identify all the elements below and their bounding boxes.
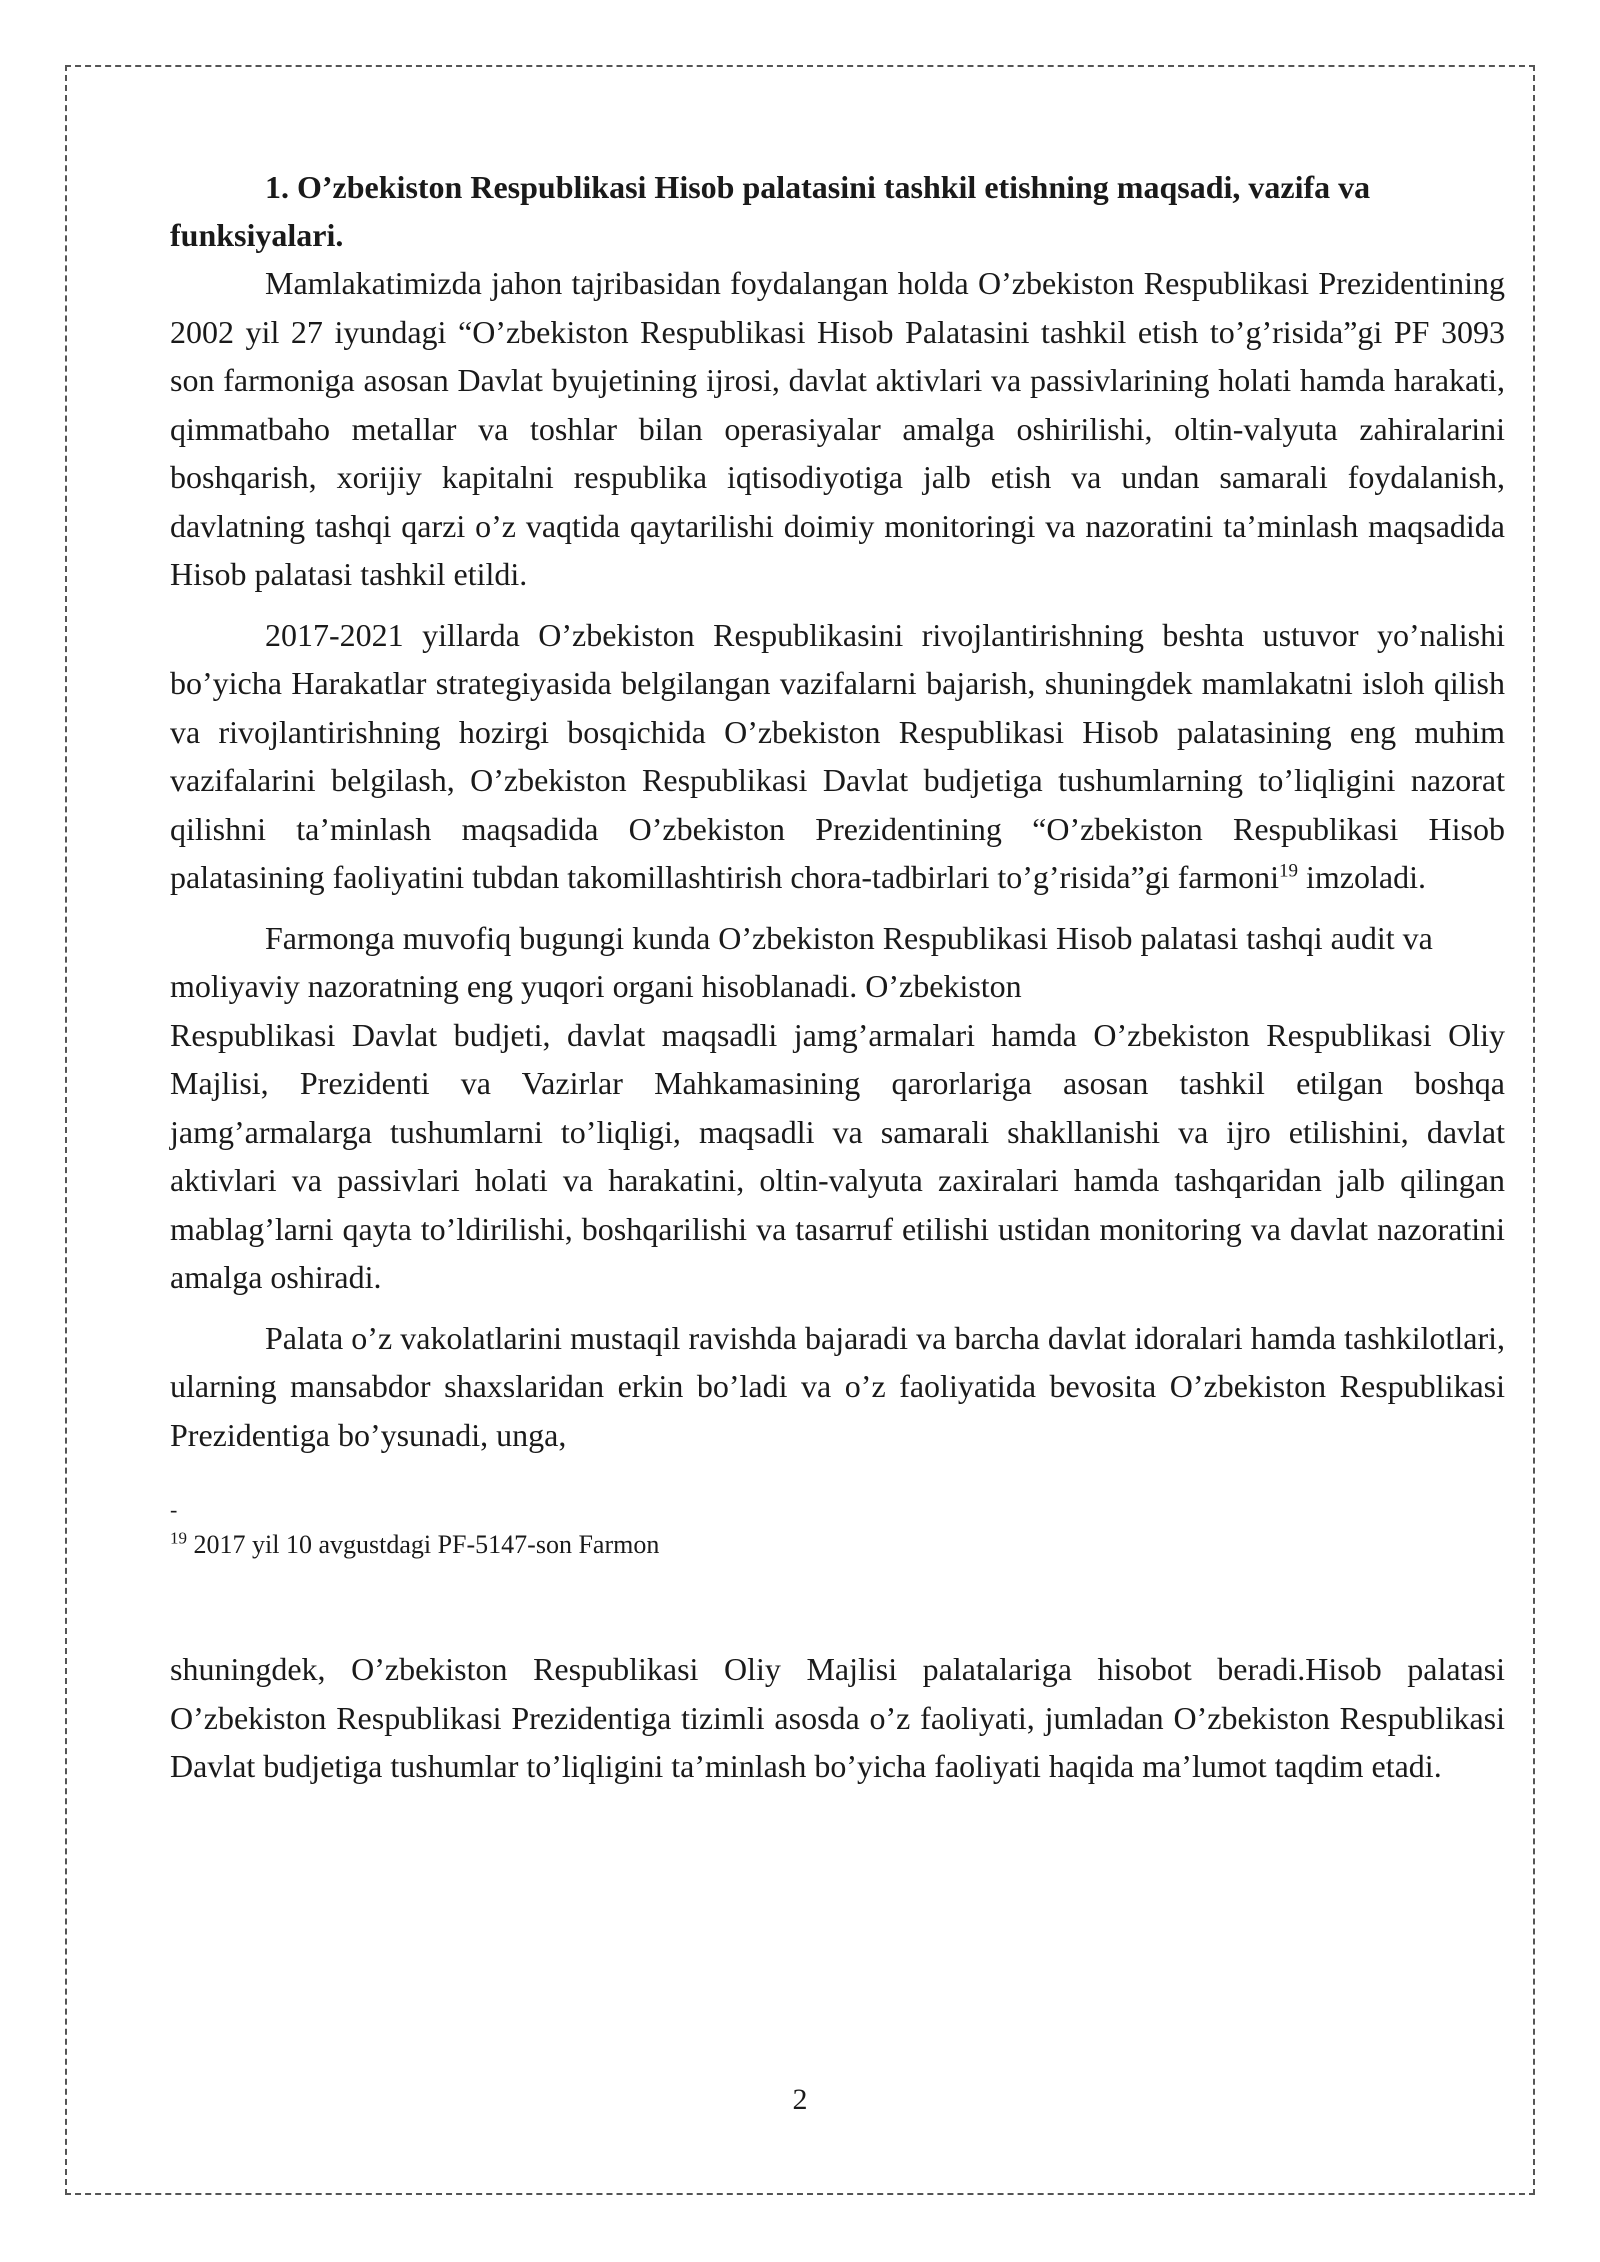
paragraph-3-first-line: Farmonga muvofiq bugungi kunda O’zbekiston Respublikasi Hisob palatasi tashqi audit va moliyaviy nazoratning eng yuqori organi hisoblanadi. O’zbekiston (170, 919, 1433, 1004)
paragraph-4: Palata o’z vakolatlarini mustaqil ravishda bajaradi va barcha davlat idoralari hamda tashkilotlari, ularning mansabdor shaxslaridan erkin bo’ladi va o’z faoliyatida bevosita O’zbekiston Respublikasi Prezidentiga bo’ysunadi, unga, (170, 1319, 1505, 1453)
paragraph-2 (170, 611, 1505, 902)
footnote-text: 2017 yil 10 avgustdagi PF-5147-son Farmon (187, 1530, 660, 1559)
document-body (170, 163, 1505, 1791)
footnote (170, 1527, 1505, 1563)
paragraph-2-tail: imzoladi. (1298, 859, 1426, 895)
footnote-reference[interactable]: 19 (1279, 860, 1299, 882)
page-number: 2 (792, 2083, 808, 2116)
footnote-separator: - (170, 1497, 178, 1522)
section-heading: 1. O’zbekiston Respublikasi Hisob palatasini tashkil etishning maqsadi, vazifa va funksiyalari. (170, 169, 1371, 253)
paragraph-2-text: 2017-2021 yillarda O’zbekiston Respublikasini rivojlantirishning beshta ustuvor yo’nalishi bo’yicha Harakatlar strategiyasida belgilangan vazifalarni bajarish, shuningdek mamlakatni isloh qilish va rivojlantirishning hozirgi bosqichida O’zbekiston Respublikasi Hisob palatasining eng muhim vazifalarini belgilash, O’zbekiston Respublikasi Davlat budjetiga tushumlarning to’liqligini nazorat qilishni ta’minlash maqsadida O’zbekiston Prezidentining “O’zbekiston Respublikasi Hisob palatasining faoliyatini tubdan takomillashtirish chora-tadbirlari to’g’risida”gi farmoni (170, 616, 1505, 895)
continuation-paragraph: shuningdek, O’zbekiston Respublikasi Oliy Majlisi palatalariga hisobot beradi.Hisob palatasi O’zbekiston Respublikasi Prezidentiga tizimli asosda o’z faoliyati, jumladan O’zbekiston Respublikasi Davlat budjetiga tushumlar to’liqligini ta’minlash bo’yicha faoliyati haqida ma’lumot taqdim etadi. (170, 1651, 1505, 1784)
paragraph-1: Mamlakatimizda jahon tajribasidan foydalangan holda O’zbekiston Respublikasi Prezidentining 2002 yil 27 iyundagi “O’zbekiston Respublikasi Hisob Palatasini tashkil etish to’g’risida”gi PF 3093 son farmoniga asosan Davlat byujetining ijrosi, davlat aktivlari va passivlarining holati hamda harakati, qimmatbaho metallar va toshlar bilan operasiyalar amalga oshirilishi, oltin-valyuta zahiralarini boshqarish, xorijiy kapitalni respublika iqtisodiyotiga jalb etish va undan samarali foydalanish, davlatning tashqi qarzi o’z vaqtida qaytarilishi doimiy monitoringi va nazoratini ta’minlash maqsadida Hisob palatasi tashkil etildi. (170, 265, 1505, 592)
footnote-number: 19 (170, 1528, 187, 1548)
paragraph-3: Respublikasi Davlat budjeti, davlat maqsadli jamg’armalari hamda O’zbekiston Respublikasi Oliy Majlisi, Prezidenti va Vazirlar Mahkamasining qarorlariga asosan tashkil etilgan boshqa jamg’armalarga tushumlarni to’liqligi, maqsadli va samarali shakllanishi va ijro etilishini, davlat aktivlari va passivlari holati va harakatini, oltin-valyuta zaxiralari hamda tashqaridan jalb qilingan mablag’larni qayta to’ldirilishi, boshqarilishi va tasarruf etilishi ustidan monitoring va davlat nazoratini amalga oshiradi. (170, 1016, 1505, 1295)
